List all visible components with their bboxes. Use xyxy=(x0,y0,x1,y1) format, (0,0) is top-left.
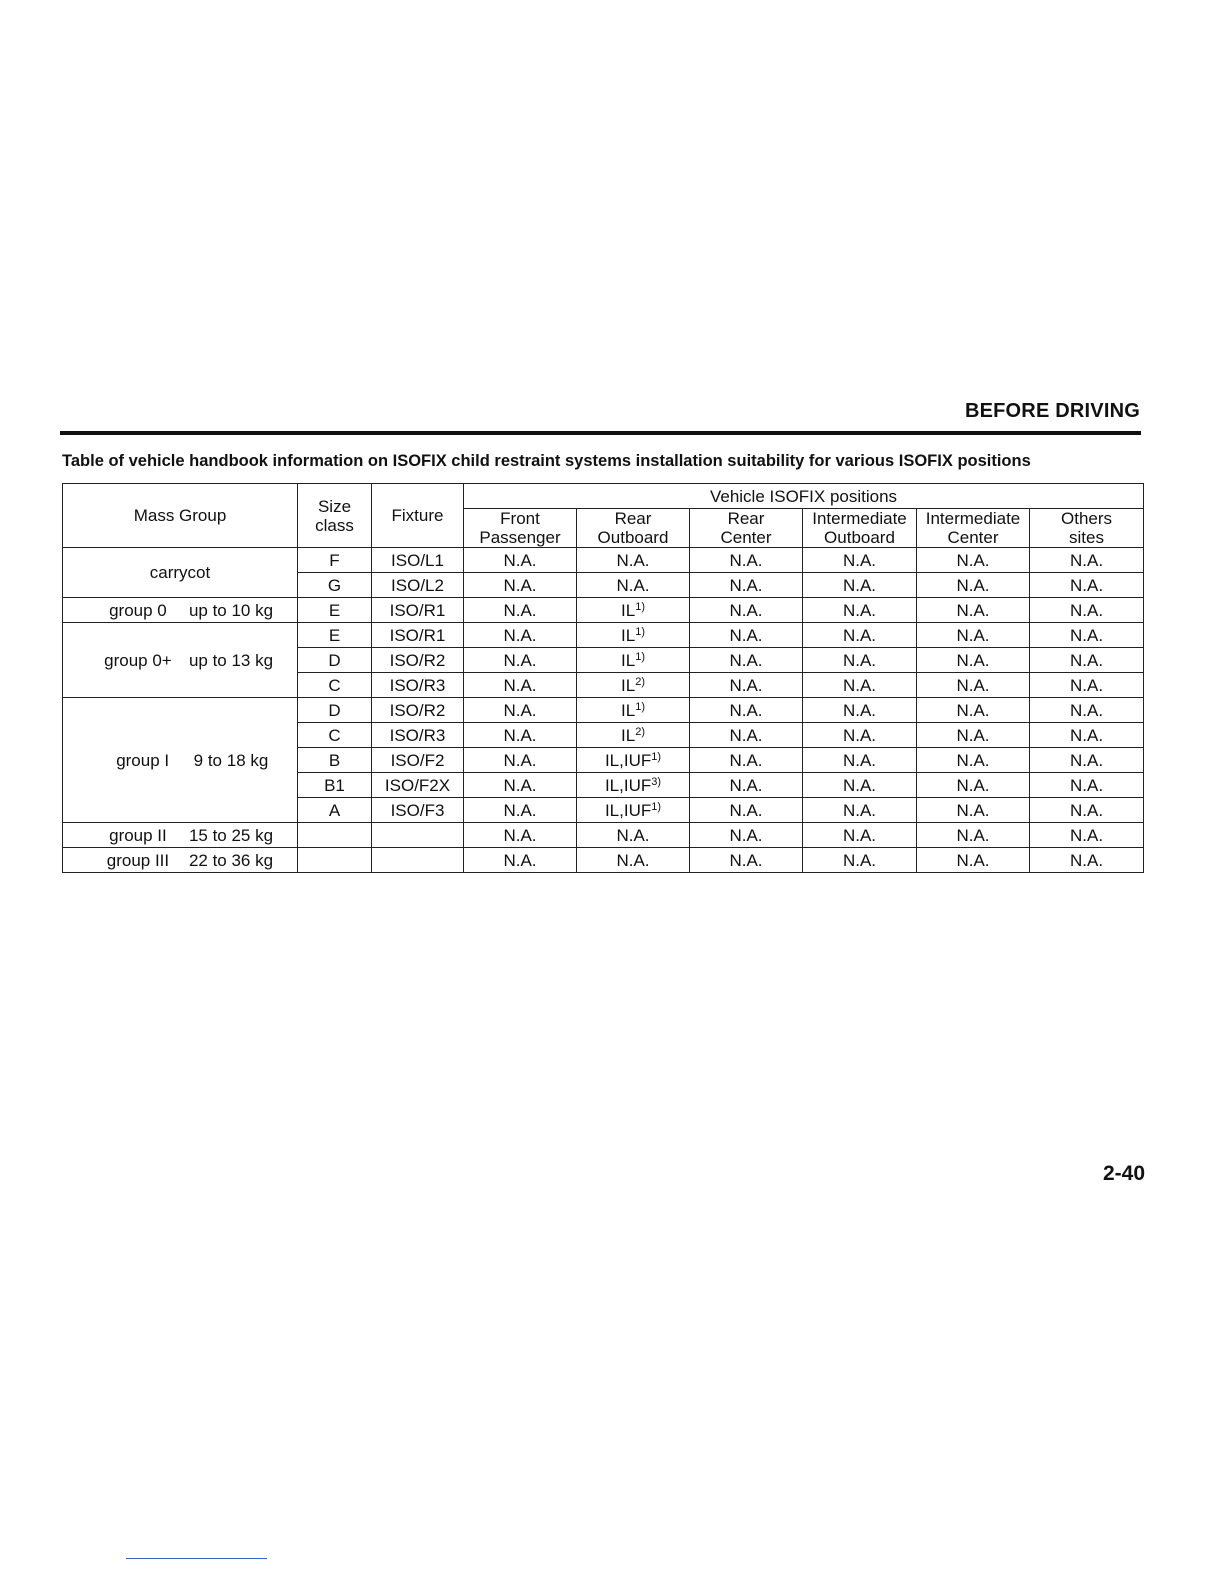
rear-outboard-cell: IL$^{2)}$ xyxy=(577,673,690,698)
intermediate-center-cell: N.A. xyxy=(917,623,1030,648)
rear-center-cell: N.A. xyxy=(690,598,803,623)
others-sites-cell: N.A. xyxy=(1030,798,1144,823)
table-row xyxy=(63,548,1144,573)
rear-center-cell: N.A. xyxy=(690,648,803,673)
group-weight: 15 to 25 kg xyxy=(188,825,274,845)
group-weight: 9 to 18 kg xyxy=(193,750,269,770)
header-intermediate-center: Intermediate Center xyxy=(917,509,1030,548)
intermediate-outboard-cell: N.A. xyxy=(803,673,917,698)
size-class-cell xyxy=(298,848,372,873)
size-class-cell: B1 xyxy=(298,773,372,798)
fixture-cell: ISO/R1 xyxy=(372,598,464,623)
intermediate-center-cell: N.A. xyxy=(917,823,1030,848)
rear-center-cell: N.A. xyxy=(690,548,803,573)
intermediate-outboard-cell: N.A. xyxy=(803,698,917,723)
intermediate-outboard-cell: N.A. xyxy=(803,773,917,798)
section-title: BEFORE DRIVING xyxy=(964,400,1140,422)
intermediate-outboard-cell: N.A. xyxy=(803,748,917,773)
front-passenger-cell: N.A. xyxy=(464,598,577,623)
rear-outboard-cell: IL$^{1)}$ xyxy=(577,623,690,648)
front-passenger-cell: N.A. xyxy=(464,848,577,873)
page-number: 2-40 xyxy=(1102,1162,1145,1185)
rear-center-cell: N.A. xyxy=(690,673,803,698)
rear-outboard-cell: IL$^{2)}$ xyxy=(577,723,690,748)
footnote-ref: 1) xyxy=(635,650,645,663)
mass-group-0 xyxy=(63,598,298,623)
rear-outboard-cell: N.A. xyxy=(577,823,690,848)
others-sites-cell: N.A. xyxy=(1030,548,1144,573)
fixture-cell: ISO/R2 xyxy=(372,698,464,723)
others-sites-cell: N.A. xyxy=(1030,623,1144,648)
header-rear-outboard: Rear Outboard xyxy=(577,509,690,548)
group-weight: up to 13 kg xyxy=(188,650,274,670)
table-row xyxy=(63,623,1144,648)
intermediate-outboard-cell: N.A. xyxy=(803,823,917,848)
header-others-sites: Others sites xyxy=(1030,509,1144,548)
fixture-cell: ISO/R3 xyxy=(372,723,464,748)
intermediate-outboard-cell: N.A. xyxy=(803,573,917,598)
fixture-cell: ISO/L1 xyxy=(372,548,464,573)
others-sites-cell: N.A. xyxy=(1030,673,1144,698)
rear-center-cell: N.A. xyxy=(690,848,803,873)
table-row xyxy=(63,823,1144,848)
others-sites-cell: N.A. xyxy=(1030,773,1144,798)
footnote-ref: 1) xyxy=(651,750,662,763)
rear-outboard-cell: N.A. xyxy=(577,848,690,873)
rear-center-cell: N.A. xyxy=(690,698,803,723)
rear-outboard-cell: IL,IUF$^{1)}$ xyxy=(577,798,690,823)
front-passenger-cell: N.A. xyxy=(464,623,577,648)
fixture-cell: ISO/L2 xyxy=(372,573,464,598)
rear-center-cell: N.A. xyxy=(690,823,803,848)
rear-outboard-cell: IL$^{1)}$ xyxy=(577,648,690,673)
group-name: group 0 xyxy=(109,600,167,620)
intermediate-center-cell: N.A. xyxy=(917,598,1030,623)
others-sites-cell: N.A. xyxy=(1030,598,1144,623)
group-name: group III xyxy=(106,850,170,870)
fixture-cell xyxy=(372,848,464,873)
front-passenger-cell: N.A. xyxy=(464,648,577,673)
intermediate-center-cell: N.A. xyxy=(917,798,1030,823)
size-class-cell: D xyxy=(298,648,372,673)
fixture-cell: ISO/F2 xyxy=(372,748,464,773)
fixture-cell: ISO/R3 xyxy=(372,673,464,698)
intermediate-outboard-cell: N.A. xyxy=(803,648,917,673)
intermediate-outboard-cell: N.A. xyxy=(803,723,917,748)
table-row xyxy=(63,598,1144,623)
table-row xyxy=(63,698,1144,723)
mass-group-III xyxy=(63,848,298,873)
footnote-ref: 1) xyxy=(651,800,662,813)
footnote-ref: 1) xyxy=(635,600,645,613)
footnote-ref: 1) xyxy=(635,625,645,638)
rear-outboard-cell: N.A. xyxy=(577,548,690,573)
others-sites-cell: N.A. xyxy=(1030,723,1144,748)
rear-outboard-cell: IL$^{1)}$ xyxy=(577,698,690,723)
intermediate-center-cell: N.A. xyxy=(917,748,1030,773)
intermediate-center-cell: N.A. xyxy=(917,723,1030,748)
group-name: group 0+ xyxy=(104,650,172,670)
header-rear-center: Rear Center xyxy=(690,509,803,548)
intermediate-center-cell: N.A. xyxy=(917,848,1030,873)
intermediate-outboard-cell: N.A. xyxy=(803,598,917,623)
front-passenger-cell: N.A. xyxy=(464,548,577,573)
size-class-cell: B xyxy=(298,748,372,773)
front-passenger-cell: N.A. xyxy=(464,798,577,823)
intermediate-center-cell: N.A. xyxy=(917,573,1030,598)
intermediate-center-cell: N.A. xyxy=(917,773,1030,798)
others-sites-cell: N.A. xyxy=(1030,823,1144,848)
others-sites-cell: N.A. xyxy=(1030,848,1144,873)
rear-outboard-cell: IL,IUF$^{3)}$ xyxy=(577,773,690,798)
table-caption: Table of vehicle handbook information on ISOFIX child restraint systems installation suitability for various ISOFIX positions xyxy=(62,452,1031,470)
rear-center-cell: N.A. xyxy=(690,723,803,748)
size-class-cell: E xyxy=(298,623,372,648)
size-class-cell: F xyxy=(298,548,372,573)
intermediate-center-cell: N.A. xyxy=(917,673,1030,698)
intermediate-center-cell: N.A. xyxy=(917,648,1030,673)
rear-center-cell: N.A. xyxy=(690,573,803,598)
intermediate-outboard-cell: N.A. xyxy=(803,848,917,873)
group-name: carrycot xyxy=(149,563,211,582)
others-sites-cell: N.A. xyxy=(1030,698,1144,723)
header-vehicle-isofix-positions: Vehicle ISOFIX positions xyxy=(464,484,1144,509)
intermediate-center-cell: N.A. xyxy=(917,698,1030,723)
intermediate-outboard-cell: N.A. xyxy=(803,623,917,648)
fixture-cell: ISO/F2X xyxy=(372,773,464,798)
group-weight: 22 to 36 kg xyxy=(188,850,274,870)
front-passenger-cell: N.A. xyxy=(464,823,577,848)
footnote-ref: 2) xyxy=(635,675,645,688)
group-name: group II xyxy=(109,825,167,845)
fixture-cell: ISO/R1 xyxy=(372,623,464,648)
fixture-cell xyxy=(372,823,464,848)
size-class-cell: C xyxy=(298,673,372,698)
mass-group-I xyxy=(63,698,298,823)
others-sites-cell: N.A. xyxy=(1030,573,1144,598)
header-intermediate-outboard: Intermediate Outboard xyxy=(803,509,917,548)
group-name: group I xyxy=(116,750,170,770)
group-weight: up to 10 kg xyxy=(188,600,274,620)
front-passenger-cell: N.A. xyxy=(464,698,577,723)
header-mass-group: Mass Group xyxy=(63,484,298,548)
front-passenger-cell: N.A. xyxy=(464,748,577,773)
mass-group-carrycot xyxy=(63,548,298,598)
rear-center-cell: N.A. xyxy=(690,773,803,798)
rear-outboard-cell: IL$^{1)}$ xyxy=(577,598,690,623)
rear-center-cell: N.A. xyxy=(690,798,803,823)
rear-center-cell: N.A. xyxy=(690,748,803,773)
others-sites-cell: N.A. xyxy=(1030,648,1144,673)
fixture-cell: ISO/R2 xyxy=(372,648,464,673)
rear-center-cell: N.A. xyxy=(690,623,803,648)
size-class-cell: D xyxy=(298,698,372,723)
front-passenger-cell: N.A. xyxy=(464,773,577,798)
size-class-cell: C xyxy=(298,723,372,748)
header-fixture: Fixture xyxy=(372,484,464,548)
size-class-cell: E xyxy=(298,598,372,623)
mass-group-0-plus xyxy=(63,623,298,698)
table-row xyxy=(63,848,1144,873)
front-passenger-cell: N.A. xyxy=(464,673,577,698)
intermediate-outboard-cell: N.A. xyxy=(803,798,917,823)
intermediate-center-cell: N.A. xyxy=(917,548,1030,573)
front-passenger-cell: N.A. xyxy=(464,573,577,598)
size-class-cell xyxy=(298,823,372,848)
size-class-cell: A xyxy=(298,798,372,823)
size-class-cell: G xyxy=(298,573,372,598)
header-rule xyxy=(60,431,1141,435)
isofix-suitability-table xyxy=(62,483,1144,873)
header-size-class: Size class xyxy=(298,484,372,548)
fixture-cell: ISO/F3 xyxy=(372,798,464,823)
footnote-ref: 3) xyxy=(651,775,662,788)
footer-link-underline xyxy=(126,1558,267,1559)
mass-group-II xyxy=(63,823,298,848)
rear-outboard-cell: IL,IUF$^{1)}$ xyxy=(577,748,690,773)
others-sites-cell: N.A. xyxy=(1030,748,1144,773)
intermediate-outboard-cell: N.A. xyxy=(803,548,917,573)
front-passenger-cell: N.A. xyxy=(464,723,577,748)
rear-outboard-cell: N.A. xyxy=(577,573,690,598)
header-front-passenger: Front Passenger xyxy=(464,509,577,548)
footnote-ref: 1) xyxy=(635,700,645,713)
footnote-ref: 2) xyxy=(635,725,645,738)
